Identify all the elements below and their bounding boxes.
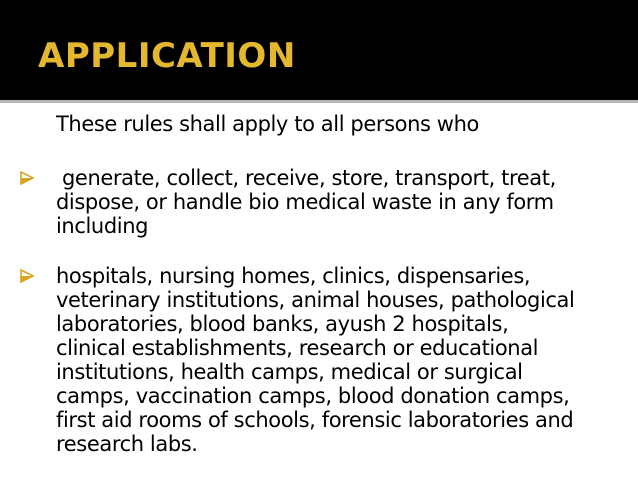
title-divider [0, 100, 638, 103]
bullet-line: research labs. [56, 432, 198, 456]
bullet-text-2 [56, 264, 628, 456]
bullet-line: generate, collect, receive, store, transport, treat, [62, 166, 556, 190]
intro-text: These rules shall apply to all persons who [56, 112, 479, 136]
arrowhead-bullet-icon [20, 264, 42, 288]
bullet-text-1 [56, 166, 628, 238]
bullet-line: including [56, 214, 149, 238]
bullet-line: clinical establishments, research or educational [56, 336, 539, 360]
bullet-line: hospitals, nursing homes, clinics, dispensaries, [56, 264, 531, 288]
bullet-line: dispose, or handle bio medical waste in any form [56, 190, 554, 214]
bullet-line: institutions, health camps, medical or surgical [56, 360, 523, 384]
bullet-line: first aid rooms of schools, forensic laboratories and [56, 408, 574, 432]
arrowhead-bullet-icon [20, 166, 42, 190]
bullet-line: camps, vaccination camps, blood donation camps, [56, 384, 570, 408]
slide-title: APPLICATION [38, 36, 296, 76]
bullet-line: veterinary institutions, animal houses, pathological [56, 288, 575, 312]
bullet-line: laboratories, blood banks, ayush 2 hospitals, [56, 312, 509, 336]
